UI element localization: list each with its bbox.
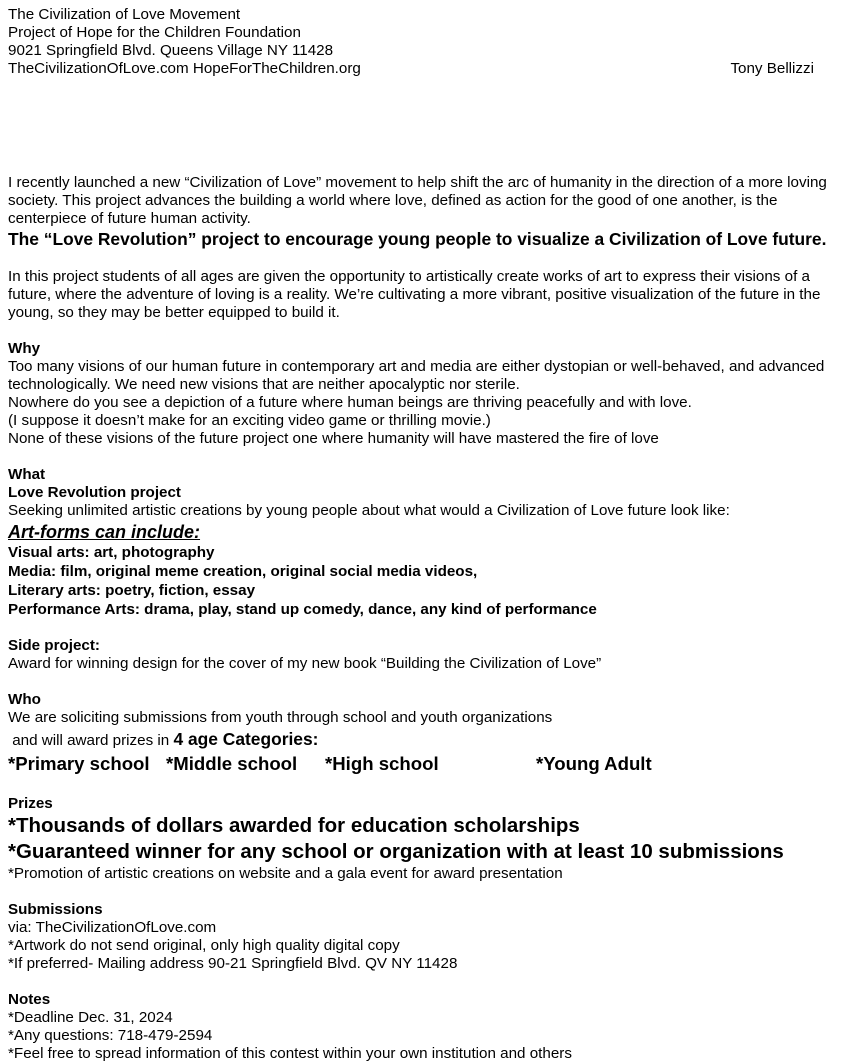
notes-spread: *Feel free to spread information of this contest within your own institution and others: [8, 1045, 572, 1062]
letterhead: [8, 6, 848, 78]
prize-promotion: *Promotion of artistic creations on website and a gala event for award presentation: [8, 865, 563, 882]
category-high: *High school: [325, 753, 439, 774]
side-project-heading: Side project:: [8, 637, 100, 654]
prize-guaranteed-winner: *Guaranteed winner for any school or organization with at least 10 submissions: [8, 840, 784, 863]
artforms-heading: Art-forms can include:: [8, 522, 201, 542]
what-heading: What: [8, 466, 46, 483]
notes-questions: *Any questions: 718-479-2594: [8, 1027, 213, 1044]
submissions-via: via: TheCivilizationOfLove.com: [8, 919, 217, 936]
author-name: Tony Bellizzi: [730, 60, 814, 77]
artform-item: Visual arts: art, photography: [8, 544, 215, 561]
why-text-1: Too many visions of our human future in contemporary art and media are either dystopian or well-behaved, and advanced technologically. We need new visions that are neither apocalyptic nor sterile.: [8, 358, 825, 393]
what-subheading: Love Revolution project: [8, 484, 181, 501]
project-headline: The “Love Revolution” project to encourage young people to visualize a Civilization of Love future.: [8, 229, 827, 249]
age-categories: [8, 753, 848, 777]
org-name: The Civilization of Love Movement: [8, 6, 241, 23]
websites: TheCivilizationOfLove.com HopeForTheChildren.org: [8, 60, 361, 77]
age-categories-label: 4 age Categories:: [173, 729, 319, 749]
who-line-2: [8, 727, 848, 753]
intro-paragraph: I recently launched a new “Civilization of Love” movement to help shift the arc of humanity in the direction of a more loving society. This project advances the building a world where love, defined as action for the good of one another, is the centerpiece of future human activity.: [8, 174, 827, 227]
why-heading: Why: [8, 340, 41, 357]
submissions-heading: Submissions: [8, 901, 103, 918]
intro-paragraph-2: In this project students of all ages are given the opportunity to artistically create works of art to express their visions of a future, where the adventure of loving is a reality. We’re cultivating a more vibrant, positive visualization of the future in the young, so they may be better equipped to build it.: [8, 268, 821, 321]
category-middle: *Middle school: [166, 753, 298, 774]
document-page: [8, 6, 848, 1063]
address: 9021 Springfield Blvd. Queens Village NY 11428: [8, 42, 334, 59]
who-line-1: We are soliciting submissions from youth through school and youth organizations: [8, 709, 553, 726]
artform-item: Media: film, original meme creation, original social media videos,: [8, 563, 478, 580]
artform-item: Performance Arts: drama, play, stand up comedy, dance, any kind of performance: [8, 601, 597, 618]
why-text-2: Nowhere do you see a depiction of a future where human beings are thriving peacefully and with love.: [8, 394, 692, 411]
websites-line: [8, 60, 848, 78]
foundation-name: Project of Hope for the Children Foundation: [8, 24, 301, 41]
notes-deadline: *Deadline Dec. 31, 2024: [8, 1009, 173, 1026]
what-intro: Seeking unlimited artistic creations by young people about what would a Civilization of Love future look like:: [8, 502, 730, 519]
artform-item: Literary arts: poetry, fiction, essay: [8, 582, 256, 599]
prize-scholarships: *Thousands of dollars awarded for education scholarships: [8, 814, 580, 837]
side-project-text: Award for winning design for the cover of my new book “Building the Civilization of Love”: [8, 655, 602, 672]
who-heading: Who: [8, 691, 41, 708]
category-young-adult: *Young Adult: [536, 753, 652, 774]
prizes-heading: Prizes: [8, 795, 53, 812]
notes-heading: Notes: [8, 991, 51, 1008]
why-text-4: None of these visions of the future project one where humanity will have mastered the fire of love: [8, 430, 659, 447]
why-text-3: (I suppose it doesn’t make for an exciting video game or thrilling movie.): [8, 412, 491, 429]
who-line-2-prefix: and will award prizes in: [8, 732, 174, 749]
submissions-artwork: *Artwork do not send original, only high quality digital copy: [8, 937, 400, 954]
submissions-mailing: *If preferred- Mailing address 90-21 Springfield Blvd. QV NY 11428: [8, 955, 458, 972]
category-primary: *Primary school: [8, 753, 150, 774]
